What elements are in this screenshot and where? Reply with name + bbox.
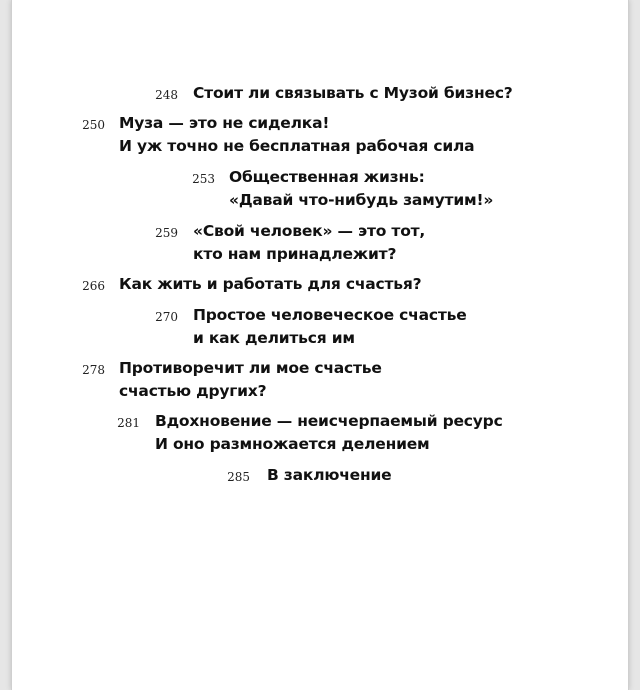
entry-title-line: Стоит ли связывать с Музой бизнес? [193, 84, 513, 102]
entry-title-line: Вдохновение — неисчерпаемый ресурс [155, 412, 503, 430]
entry-title-line: кто нам принадлежит? [193, 245, 397, 263]
entry-title [155, 410, 503, 456]
entry-title [193, 220, 425, 266]
entry-title-line: «Свой человек» — это тот, [193, 222, 426, 240]
page-number: 285 [227, 470, 250, 484]
entry-title-line: и как делиться им [193, 329, 355, 347]
entry-title-line: Простое человеческое счастье [193, 306, 467, 324]
entry-title-line: Как жить и работать для счастья? [119, 275, 422, 293]
entry-title-line: И уж точно не бесплатная рабочая сила [119, 137, 475, 155]
entry-title-line: Общественная жизнь: [229, 168, 425, 186]
page-number: 259 [155, 226, 178, 240]
entry-title [267, 464, 391, 487]
page-number: 253 [192, 172, 215, 186]
entry-title [229, 166, 493, 212]
page-number: 266 [82, 279, 105, 293]
entry-title [119, 273, 421, 296]
entry-title-line: В заключение [267, 466, 392, 484]
page-number: 281 [117, 416, 140, 430]
entry-title-line: счастью других? [119, 382, 267, 400]
page-number: 270 [155, 310, 178, 324]
page-number: 250 [82, 118, 105, 132]
entry-title [119, 112, 474, 158]
entry-title [193, 304, 467, 350]
book-page [12, 0, 628, 690]
entry-title [119, 357, 382, 403]
entry-title [193, 82, 513, 105]
page-number: 278 [82, 363, 105, 377]
entry-title-line: «Давай что-нибудь замутим!» [229, 191, 494, 209]
entry-title-line: Противоречит ли мое счастье [119, 359, 382, 377]
page-number: 248 [155, 88, 178, 102]
entry-title-line: Муза — это не сиделка! [119, 114, 330, 132]
entry-title-line: И оно размножается делением [155, 435, 430, 453]
